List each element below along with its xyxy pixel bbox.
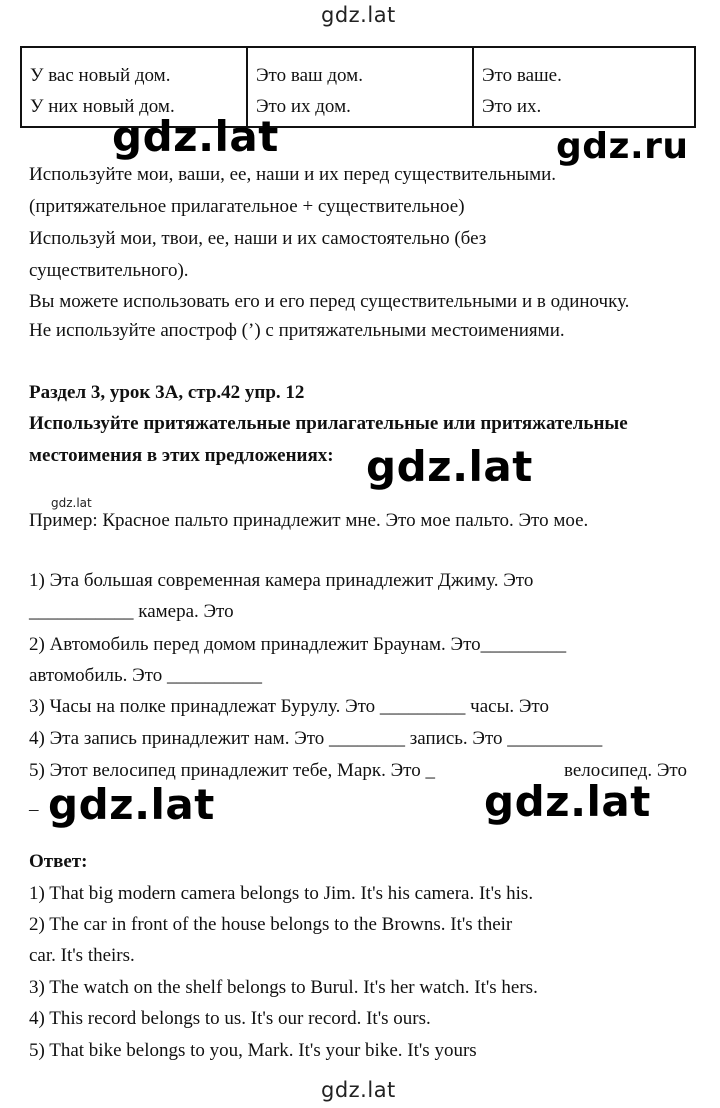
intro-line: Используйте мои, ваши, ее, наши и их перед существительными. [29, 164, 557, 185]
answer-line: 3) The watch on the shelf belongs to Burul. It's her watch. It's hers. [29, 977, 538, 998]
intro-line: (притяжательное прилагательное + существительное) [29, 196, 465, 217]
intro-line: существительного). [29, 260, 189, 281]
watermark-big: gdz.lat [112, 112, 279, 161]
exercise-line: – [29, 799, 39, 820]
watermark-tiny: gdz.lat [51, 496, 92, 510]
exercise-line: автомобиль. Это __________ [29, 665, 262, 686]
table-cell-text: У вас новый дом. [30, 65, 171, 86]
task-instruction: местоимения в этих предложениях: [29, 445, 334, 466]
table-cell-text: Это их дом. [256, 96, 351, 117]
table-cell-text: Это их. [482, 96, 542, 117]
table-cell-text: Это ваше. [482, 65, 562, 86]
answer-line: 1) That big modern camera belongs to Jim. It's his camera. It's his. [29, 883, 534, 904]
table-cell-text: У них новый дом. [30, 96, 175, 117]
watermark-big: gdz.lat [484, 777, 651, 826]
task-instruction: Используйте притяжательные прилагательные или притяжательные [29, 413, 628, 434]
table-cell [247, 47, 473, 127]
intro-line: Используй мои, твои, ее, наши и их самостоятельно (без [29, 228, 487, 249]
exercise-line: 5) Этот велосипед принадлежит тебе, Марк. Это _ [29, 760, 435, 781]
exercise-line: 1) Эта большая современная камера принадлежит Джиму. Это [29, 570, 534, 591]
exercise-line: 2) Автомобиль перед домом принадлежит Браунам. Это_________ [29, 634, 567, 655]
exercise-line: велосипед. Это [564, 760, 687, 781]
exercise-line: 4) Эта запись принадлежит нам. Это ________ запись. Это __________ [29, 728, 603, 749]
answer-line: 5) That bike belongs to you, Mark. It's your bike. It's yours [29, 1040, 477, 1061]
answer-line: 4) This record belongs to us. It's our record. It's ours. [29, 1008, 431, 1029]
watermark-big: gdz.lat [366, 442, 533, 491]
answer-line: 2) The car in front of the house belongs to the Browns. It's their [29, 914, 513, 935]
watermark-big: gdz.lat [48, 780, 215, 829]
exercise-line: ___________ камера. Это [29, 601, 234, 622]
table-cell [473, 47, 695, 127]
answer-line: car. It's theirs. [29, 945, 135, 966]
section-heading: Раздел 3, урок 3A, стр.42 упр. 12 [29, 382, 305, 403]
exercise-line: 3) Часы на полке принадлежат Бурулу. Это _________ часы. Это [29, 696, 549, 717]
example-line: Пример: Красное пальто принадлежит мне. Это мое пальто. Это мое. [29, 510, 589, 531]
watermark-big-ru: gdz.ru [556, 126, 689, 167]
table-cell-text: Это ваш дом. [256, 65, 363, 86]
intro-line: Вы можете использовать его и его перед существительными и в одиночку. [29, 291, 630, 312]
intro-line: Не используйте апостроф (’) с притяжательными местоимениями. [29, 320, 565, 341]
answer-heading: Ответ: [29, 851, 88, 872]
footer-watermark: gdz.lat [321, 1078, 396, 1102]
header-watermark: gdz.lat [321, 3, 396, 27]
